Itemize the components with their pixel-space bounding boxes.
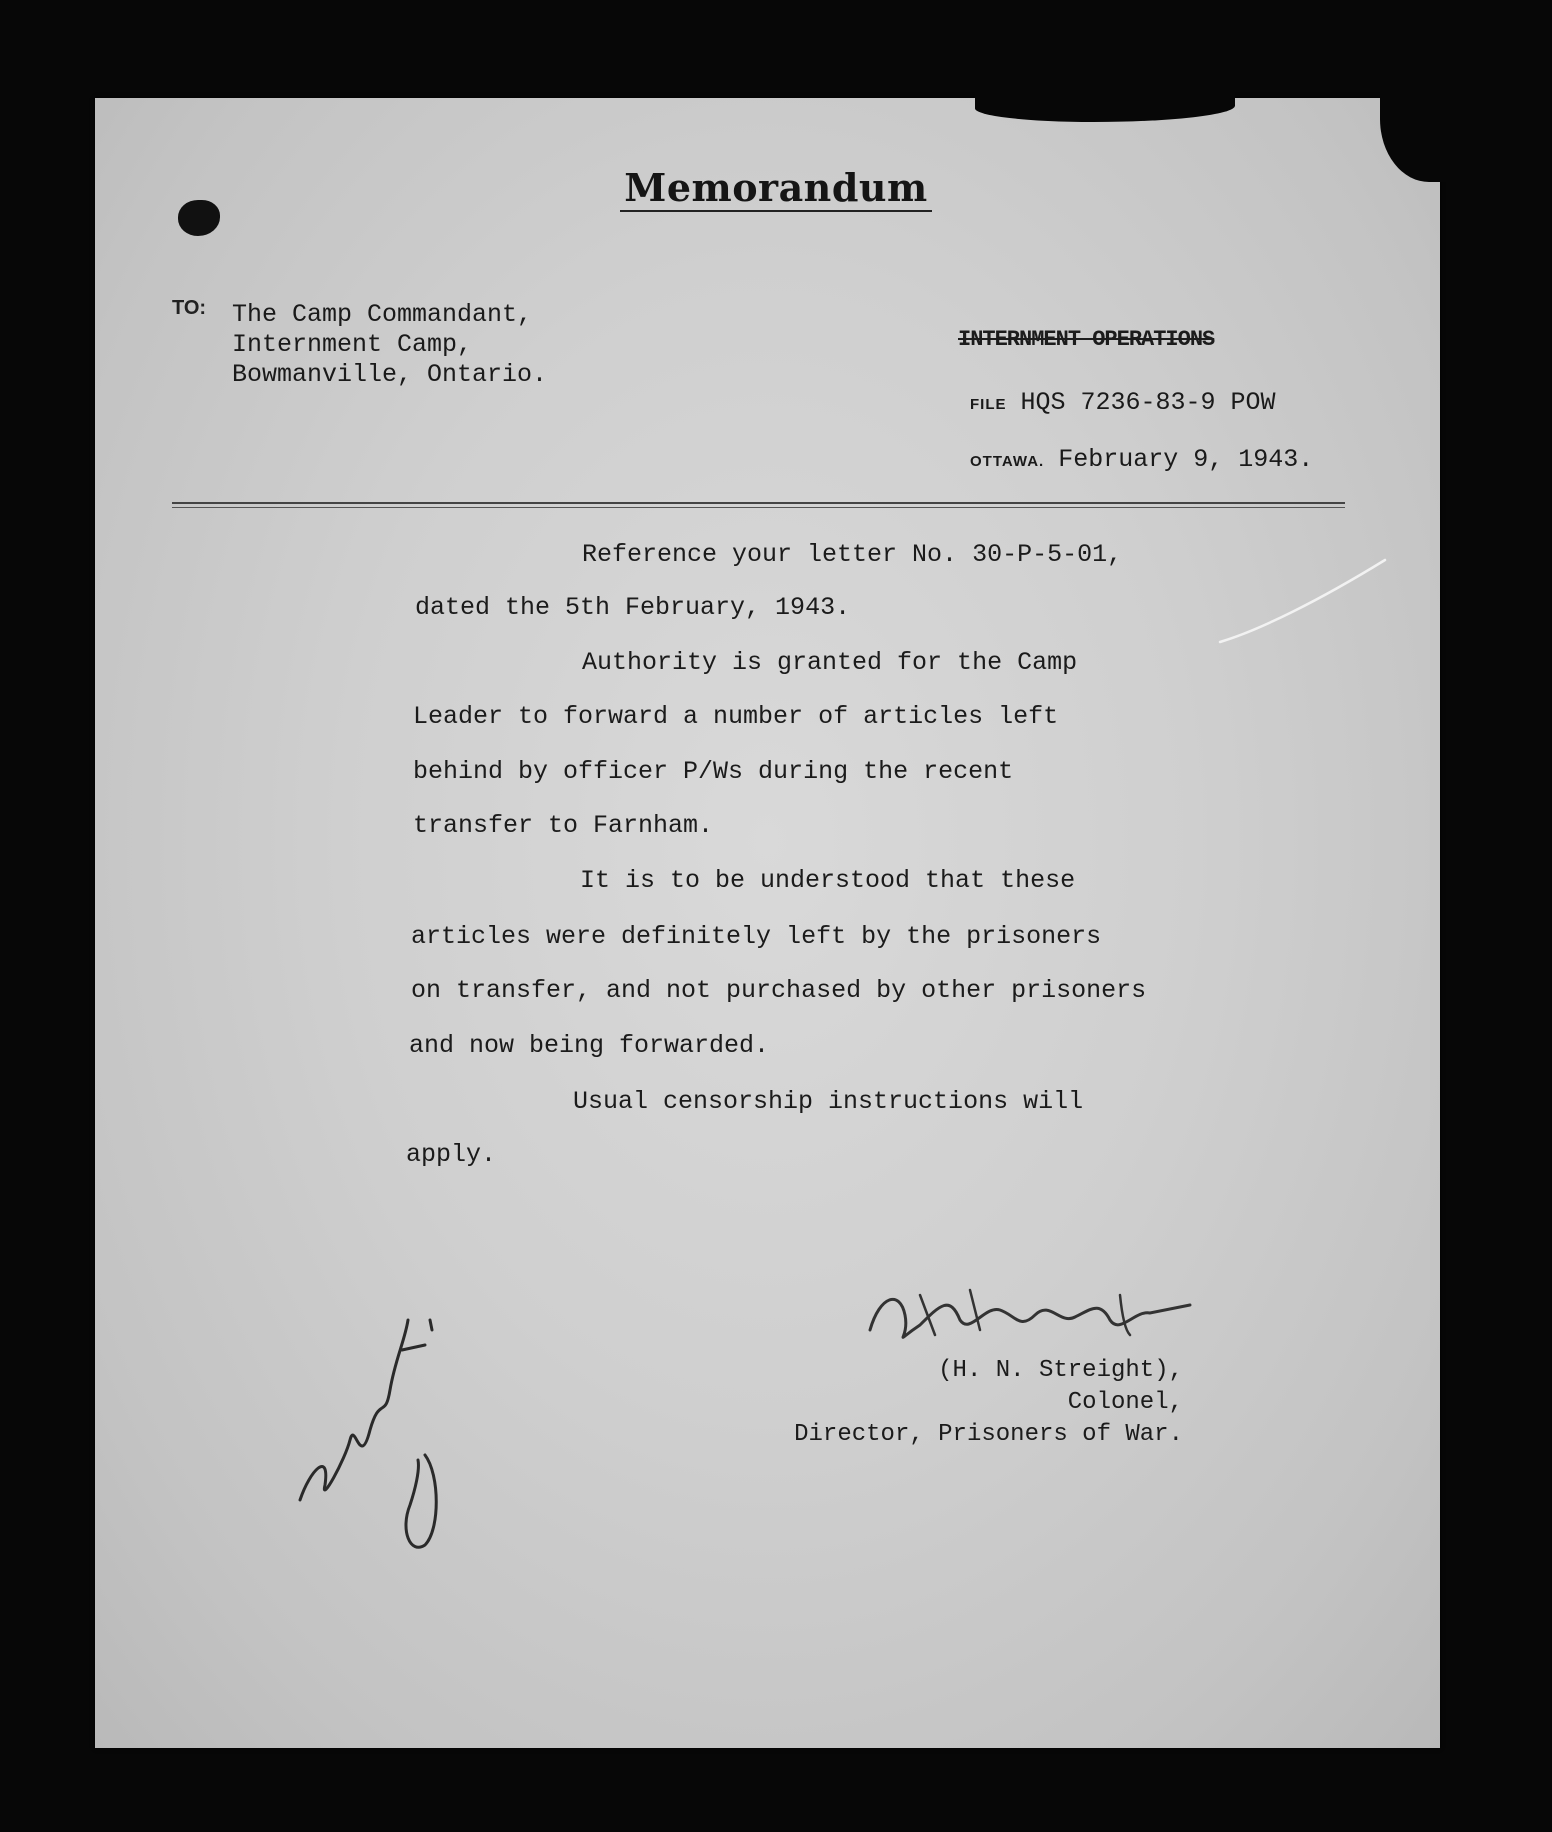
handwritten-annotation — [290, 1300, 470, 1560]
header-divider-thin — [172, 507, 1345, 508]
body-line: Authority is granted for the Camp — [582, 648, 1078, 677]
memo-date — [970, 445, 1313, 474]
body-line: behind by officer P/Ws during the recent — [413, 757, 1014, 786]
header-divider — [172, 502, 1345, 504]
scratch-mark — [1200, 550, 1400, 660]
addressee-block — [232, 300, 547, 390]
file-number: HQS 7236-83-9 POW — [1020, 388, 1276, 417]
signatory-name: (H. N. Streight), — [938, 1357, 1183, 1384]
body-line: Usual censorship instructions will — [573, 1087, 1084, 1116]
to-label: TO: — [172, 297, 207, 319]
body-line: dated the 5th February, 1943. — [415, 593, 851, 622]
signature-block — [0, 1355, 1183, 1451]
struck-out-department: INTERNMENT OPERATIONS — [958, 327, 1215, 352]
date-value: February 9, 1943. — [1058, 445, 1314, 474]
body-line: transfer to Farnham. — [413, 811, 714, 840]
place-label: OTTAWA. — [970, 453, 1045, 470]
addressee-line: Bowmanville, Ontario. — [232, 360, 548, 389]
handwritten-signature — [860, 1275, 1220, 1355]
body-line: on transfer, and not purchased by other prisoners — [411, 976, 1147, 1005]
body-line: apply. — [406, 1140, 497, 1169]
addressee-line: Internment Camp, — [232, 330, 473, 359]
file-reference — [970, 388, 1276, 417]
signatory-position: Director, Prisoners of War. — [794, 1421, 1183, 1448]
file-label: FILE — [970, 396, 1007, 413]
body-line: Reference your letter No. 30-P-5-01, — [582, 540, 1123, 569]
body-line: articles were definitely left by the prisoners — [411, 922, 1102, 951]
body-line: It is to be understood that these — [580, 866, 1076, 895]
addressee-line: The Camp Commandant, — [232, 300, 533, 329]
body-line: and now being forwarded. — [409, 1031, 770, 1060]
memo-title: Memorandum — [0, 165, 1552, 210]
signatory-rank: Colonel, — [1067, 1389, 1183, 1416]
body-line: Leader to forward a number of articles left — [413, 702, 1059, 731]
